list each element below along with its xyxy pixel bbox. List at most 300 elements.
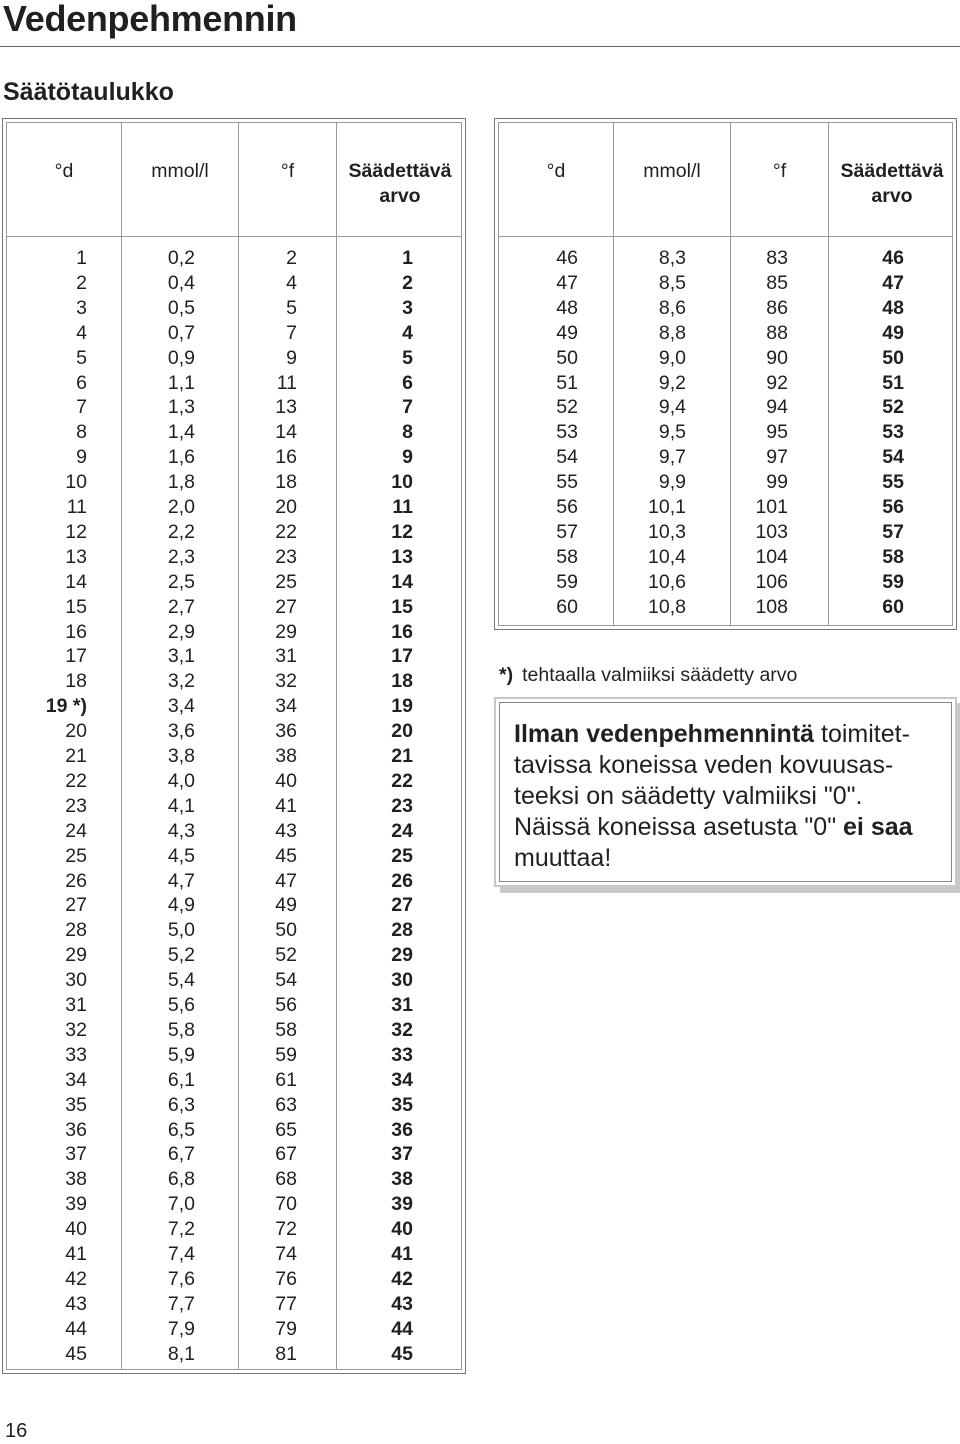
cell-setting: 35	[391, 1093, 413, 1116]
cell-dh: 26	[65, 869, 87, 892]
cell-fh: 63	[275, 1093, 297, 1116]
cell-fh: 76	[275, 1267, 297, 1290]
cell-dh: 34	[65, 1068, 87, 1091]
cell-dh: 48	[556, 296, 578, 319]
cell-mmol: 2,3	[167, 545, 195, 568]
cell-dh: 2	[76, 271, 87, 294]
header-dh: °d	[546, 160, 566, 182]
cell-fh: 52	[275, 944, 297, 967]
cell-fh: 27	[275, 595, 297, 618]
cell-fh: 92	[766, 371, 788, 394]
cell-mmol: 3,2	[167, 670, 195, 693]
note-text	[514, 719, 944, 874]
cell-mmol: 3,6	[167, 720, 195, 743]
title-divider	[0, 46, 960, 47]
cell-dh: 33	[65, 1043, 87, 1066]
cell-mmol: 1,8	[167, 471, 195, 494]
cell-dh: 21	[65, 745, 87, 767]
cell-fh: 22	[275, 520, 297, 543]
header-fh: °f	[772, 160, 787, 182]
cell-mmol: 4,1	[167, 794, 195, 817]
cell-setting: 7	[402, 396, 413, 419]
cell-mmol: 7,6	[167, 1267, 195, 1290]
cell-setting: 43	[391, 1292, 413, 1315]
table-row	[3, 246, 465, 271]
cell-fh: 86	[766, 296, 788, 319]
cell-fh: 79	[275, 1317, 297, 1340]
cell-dh: 58	[556, 545, 578, 568]
cell-setting: 11	[392, 496, 413, 518]
table-row	[495, 346, 956, 371]
cell-mmol: 7,2	[167, 1218, 195, 1241]
cell-setting: 54	[882, 446, 904, 469]
cell-mmol: 5,8	[167, 1018, 195, 1041]
cell-setting: 30	[391, 969, 413, 992]
cell-fh: 85	[766, 271, 788, 294]
cell-dh: 31	[65, 994, 87, 1016]
cell-mmol: 1,3	[167, 396, 195, 419]
table-row	[3, 1342, 465, 1367]
table-row	[3, 694, 465, 719]
cell-setting: 26	[391, 869, 413, 892]
cell-setting: 16	[391, 620, 413, 643]
cell-fh: 7	[286, 321, 297, 344]
note-bold-lead: Ilman vedenpehmennintä	[514, 720, 815, 748]
cell-dh: 11	[66, 496, 87, 518]
header-divider	[498, 236, 953, 237]
cell-mmol: 8,1	[167, 1342, 195, 1365]
cell-setting: 58	[882, 545, 904, 568]
cell-mmol: 10,3	[648, 520, 686, 543]
table-row	[495, 595, 956, 620]
cell-fh: 11	[276, 371, 297, 394]
cell-setting: 55	[882, 471, 904, 494]
table-row	[3, 744, 465, 769]
cell-mmol: 1,1	[167, 371, 195, 394]
cell-fh: 25	[275, 570, 297, 593]
cell-dh: 53	[556, 421, 578, 444]
cell-setting: 36	[391, 1118, 413, 1141]
table-row	[3, 844, 465, 869]
note-line5: muuttaa!	[514, 844, 612, 872]
cell-mmol: 4,3	[167, 819, 195, 842]
cell-dh: 15	[65, 595, 87, 618]
table-row	[3, 570, 465, 595]
cell-fh: 83	[766, 247, 788, 269]
cell-mmol: 0,7	[167, 321, 195, 344]
cell-dh: 17	[65, 645, 87, 668]
cell-mmol: 6,8	[167, 1168, 195, 1191]
table-row	[3, 371, 465, 396]
cell-fh: 65	[275, 1118, 297, 1141]
cell-mmol: 9,5	[658, 421, 686, 444]
cell-fh: 38	[275, 745, 297, 767]
cell-fh: 49	[275, 894, 297, 917]
cell-mmol: 10,1	[648, 496, 686, 518]
cell-dh: 56	[556, 496, 578, 518]
table-row	[3, 1242, 465, 1267]
table-row	[3, 620, 465, 645]
cell-fh: 108	[755, 595, 788, 618]
cell-setting: 9	[402, 446, 413, 469]
cell-dh: 35	[65, 1093, 87, 1116]
cell-dh: 8	[76, 421, 87, 444]
cell-dh: 44	[65, 1317, 87, 1340]
table-row	[3, 470, 465, 495]
cell-dh: 43	[65, 1292, 87, 1315]
cell-fh: 14	[275, 421, 297, 444]
table-row	[3, 1043, 465, 1068]
cell-dh: 50	[556, 346, 578, 369]
cell-dh: 29	[65, 944, 87, 967]
table-row	[3, 420, 465, 445]
table-row	[3, 545, 465, 570]
cell-fh: 23	[275, 545, 297, 568]
cell-mmol: 2,7	[167, 595, 195, 618]
cell-setting: 5	[402, 346, 413, 369]
table-row	[495, 296, 956, 321]
cell-dh: 19 *)	[45, 695, 87, 718]
cell-dh: 16	[65, 620, 87, 643]
header-mmol: mmol/l	[151, 160, 209, 182]
cell-setting: 32	[391, 1018, 413, 1041]
cell-dh: 36	[65, 1118, 87, 1141]
cell-mmol: 10,4	[648, 545, 686, 568]
cell-setting: 21	[391, 745, 413, 767]
table-row	[495, 271, 956, 296]
cell-fh: 67	[275, 1143, 297, 1166]
cell-dh: 20	[65, 720, 87, 743]
cell-dh: 1	[76, 247, 87, 269]
table-row	[3, 520, 465, 545]
table-row	[3, 819, 465, 844]
note-line3: teeksi on säädetty valmiiksi "0".	[514, 782, 863, 810]
header-mmol: mmol/l	[643, 160, 701, 182]
cell-setting: 1	[402, 247, 413, 269]
cell-dh: 12	[65, 520, 87, 543]
table-row	[495, 420, 956, 445]
section-title: Säätötaulukko	[3, 78, 174, 106]
cell-fh: 50	[275, 919, 297, 942]
table-row	[3, 943, 465, 968]
cell-mmol: 8,3	[658, 247, 686, 269]
cell-dh: 49	[556, 321, 578, 344]
cell-mmol: 2,2	[167, 520, 195, 543]
cell-mmol: 9,9	[658, 471, 686, 494]
table-row	[3, 644, 465, 669]
cell-fh: 58	[275, 1018, 297, 1041]
table-row	[3, 321, 465, 346]
table-row	[3, 1292, 465, 1317]
cell-dh: 60	[556, 595, 578, 618]
cell-mmol: 5,0	[167, 919, 195, 942]
cell-fh: 36	[275, 720, 297, 743]
cell-fh: 72	[275, 1218, 297, 1241]
cell-dh: 32	[65, 1018, 87, 1041]
header-setting-value	[829, 159, 955, 209]
cell-setting: 38	[391, 1168, 413, 1191]
cell-mmol: 2,0	[167, 496, 195, 518]
table-row	[3, 1093, 465, 1118]
cell-fh: 47	[275, 869, 297, 892]
cell-fh: 20	[275, 496, 297, 518]
cell-fh: 18	[275, 471, 297, 494]
cell-setting: 53	[882, 421, 904, 444]
cell-dh: 38	[65, 1168, 87, 1191]
cell-dh: 47	[556, 271, 578, 294]
cell-mmol: 3,8	[167, 745, 195, 767]
cell-fh: 56	[275, 994, 297, 1016]
cell-mmol: 5,2	[167, 944, 195, 967]
cell-mmol: 4,7	[167, 869, 195, 892]
cell-fh: 70	[275, 1193, 297, 1216]
table-row	[3, 1317, 465, 1342]
cell-fh: 103	[755, 520, 788, 543]
cell-mmol: 5,4	[167, 969, 195, 992]
table-row	[3, 1118, 465, 1143]
table-row	[3, 595, 465, 620]
cell-setting: 34	[391, 1068, 413, 1091]
table-row	[3, 296, 465, 321]
cell-fh: 31	[275, 645, 297, 668]
cell-mmol: 5,9	[167, 1043, 195, 1066]
cell-fh: 94	[766, 396, 788, 419]
page-title: Vedenpehmennin	[3, 0, 297, 39]
cell-mmol: 7,9	[167, 1317, 195, 1340]
table-row	[3, 869, 465, 894]
cell-setting: 46	[882, 247, 904, 269]
cell-mmol: 0,2	[167, 247, 195, 269]
cell-dh: 14	[65, 570, 87, 593]
cell-mmol: 3,1	[167, 645, 195, 668]
cell-mmol: 9,7	[658, 446, 686, 469]
cell-setting: 15	[391, 595, 413, 618]
warning-note-box	[494, 697, 957, 887]
table-row	[3, 395, 465, 420]
cell-fh: 43	[275, 819, 297, 842]
cell-fh: 88	[766, 321, 788, 344]
table-row	[3, 893, 465, 918]
cell-fh: 41	[275, 794, 297, 817]
cell-dh: 5	[76, 346, 87, 369]
table-row	[3, 1217, 465, 1242]
cell-mmol: 10,8	[648, 595, 686, 618]
cell-dh: 57	[556, 520, 578, 543]
cell-mmol: 9,0	[658, 346, 686, 369]
cell-dh: 55	[556, 471, 578, 494]
table-row	[3, 445, 465, 470]
cell-setting: 52	[882, 396, 904, 419]
cell-dh: 40	[65, 1218, 87, 1241]
cell-fh: 40	[275, 769, 297, 792]
cell-fh: 68	[275, 1168, 297, 1191]
page-number: 16	[5, 1420, 28, 1442]
cell-mmol: 6,7	[167, 1143, 195, 1166]
cell-fh: 13	[275, 396, 297, 419]
table-row	[3, 495, 465, 520]
table-row	[3, 271, 465, 296]
cell-mmol: 6,3	[167, 1093, 195, 1116]
table-row	[495, 470, 956, 495]
cell-setting: 49	[882, 321, 904, 344]
table-row	[3, 1267, 465, 1292]
cell-dh: 42	[65, 1267, 87, 1290]
cell-dh: 30	[65, 969, 87, 992]
footnote	[499, 662, 797, 688]
cell-dh: 22	[65, 769, 87, 792]
cell-fh: 95	[766, 421, 788, 444]
header-divider	[6, 236, 462, 237]
cell-fh: 104	[755, 545, 788, 568]
cell-mmol: 7,0	[167, 1193, 195, 1216]
table-row	[3, 993, 465, 1018]
cell-fh: 54	[275, 969, 297, 992]
cell-setting: 48	[882, 296, 904, 319]
cell-setting: 6	[402, 371, 413, 394]
table-row	[3, 1018, 465, 1043]
table-row	[495, 246, 956, 271]
cell-fh: 101	[755, 496, 788, 518]
cell-fh: 77	[275, 1292, 297, 1315]
header-dh: °d	[54, 160, 74, 182]
settings-table-right	[494, 118, 957, 630]
cell-setting: 12	[391, 520, 413, 543]
cell-fh: 45	[275, 844, 297, 867]
cell-setting: 27	[391, 894, 413, 917]
cell-setting: 25	[391, 844, 413, 867]
cell-setting: 2	[402, 271, 413, 294]
cell-fh: 81	[275, 1342, 297, 1365]
footnote-mark: *)	[499, 664, 514, 686]
cell-fh: 106	[755, 570, 788, 593]
cell-mmol: 4,0	[167, 769, 195, 792]
note-line4-bold: ei saa	[843, 813, 913, 841]
table-row	[3, 794, 465, 819]
cell-setting: 23	[391, 794, 413, 817]
cell-dh: 9	[76, 446, 87, 469]
cell-fh: 99	[766, 471, 788, 494]
table-row	[3, 1142, 465, 1167]
cell-fh: 34	[275, 695, 297, 718]
cell-dh: 13	[65, 545, 87, 568]
cell-mmol: 0,4	[167, 271, 195, 294]
cell-mmol: 7,4	[167, 1243, 195, 1265]
cell-setting: 39	[391, 1193, 413, 1216]
cell-setting: 18	[391, 670, 413, 693]
cell-dh: 52	[556, 396, 578, 419]
cell-dh: 7	[76, 396, 87, 419]
cell-dh: 54	[556, 446, 578, 469]
cell-mmol: 4,9	[167, 894, 195, 917]
header-setting-line2: arvo	[871, 185, 913, 207]
table-row	[495, 520, 956, 545]
cell-setting: 29	[391, 944, 413, 967]
cell-fh: 29	[275, 620, 297, 643]
cell-setting: 56	[882, 496, 904, 518]
cell-dh: 37	[65, 1143, 87, 1166]
cell-setting: 24	[391, 819, 413, 842]
table-row	[495, 321, 956, 346]
cell-mmol: 6,5	[167, 1118, 195, 1141]
cell-mmol: 8,6	[658, 296, 686, 319]
header-setting-line1: Säädettävä	[348, 160, 452, 182]
cell-mmol: 9,4	[658, 396, 686, 419]
table-row	[3, 968, 465, 993]
cell-setting: 50	[882, 346, 904, 369]
cell-dh: 45	[65, 1342, 87, 1365]
table-row	[3, 669, 465, 694]
cell-mmol: 2,5	[167, 570, 195, 593]
cell-mmol: 1,6	[167, 446, 195, 469]
cell-setting: 28	[391, 919, 413, 942]
table-row	[3, 1192, 465, 1217]
cell-fh: 9	[286, 346, 297, 369]
cell-setting: 59	[882, 570, 904, 593]
cell-mmol: 4,5	[167, 844, 195, 867]
cell-fh: 90	[766, 346, 788, 369]
table-row	[3, 1068, 465, 1093]
table-row	[495, 570, 956, 595]
cell-dh: 46	[556, 247, 578, 269]
cell-dh: 27	[65, 894, 87, 917]
table-row	[495, 545, 956, 570]
settings-table-left	[2, 118, 466, 1374]
table-row	[495, 371, 956, 396]
cell-fh: 4	[286, 271, 297, 294]
cell-dh: 6	[76, 371, 87, 394]
table-row	[3, 769, 465, 794]
cell-dh: 25	[65, 844, 87, 867]
cell-fh: 5	[286, 296, 297, 319]
cell-mmol: 7,7	[167, 1292, 195, 1315]
cell-dh: 18	[65, 670, 87, 693]
table-row	[495, 395, 956, 420]
cell-setting: 17	[391, 645, 413, 668]
cell-setting: 31	[391, 994, 413, 1016]
note-line1: toimitet-	[814, 720, 910, 748]
cell-dh: 4	[76, 321, 87, 344]
cell-setting: 40	[391, 1218, 413, 1241]
cell-dh: 39	[65, 1193, 87, 1216]
table-row	[495, 495, 956, 520]
cell-mmol: 10,6	[648, 570, 686, 593]
cell-dh: 23	[65, 794, 87, 817]
cell-setting: 20	[391, 720, 413, 743]
cell-mmol: 5,6	[167, 994, 195, 1016]
note-line4: Näissä koneissa asetusta "0"	[514, 813, 844, 841]
cell-fh: 32	[275, 670, 297, 693]
cell-mmol: 9,2	[658, 371, 686, 394]
header-setting-value	[337, 159, 463, 209]
cell-fh: 74	[275, 1243, 297, 1265]
cell-mmol: 3,4	[167, 695, 195, 718]
cell-dh: 24	[65, 819, 87, 842]
cell-setting: 19	[391, 695, 413, 718]
cell-mmol: 0,9	[167, 346, 195, 369]
cell-mmol: 6,1	[167, 1068, 195, 1091]
cell-setting: 44	[391, 1317, 413, 1340]
cell-setting: 41	[391, 1243, 413, 1265]
cell-setting: 13	[391, 545, 413, 568]
cell-fh: 16	[275, 446, 297, 469]
cell-dh: 51	[556, 371, 578, 394]
header-setting-line1: Säädettävä	[840, 160, 944, 182]
cell-dh: 3	[76, 296, 87, 319]
cell-setting: 22	[391, 769, 413, 792]
cell-mmol: 1,4	[167, 421, 195, 444]
table-row	[3, 346, 465, 371]
cell-setting: 42	[391, 1267, 413, 1290]
